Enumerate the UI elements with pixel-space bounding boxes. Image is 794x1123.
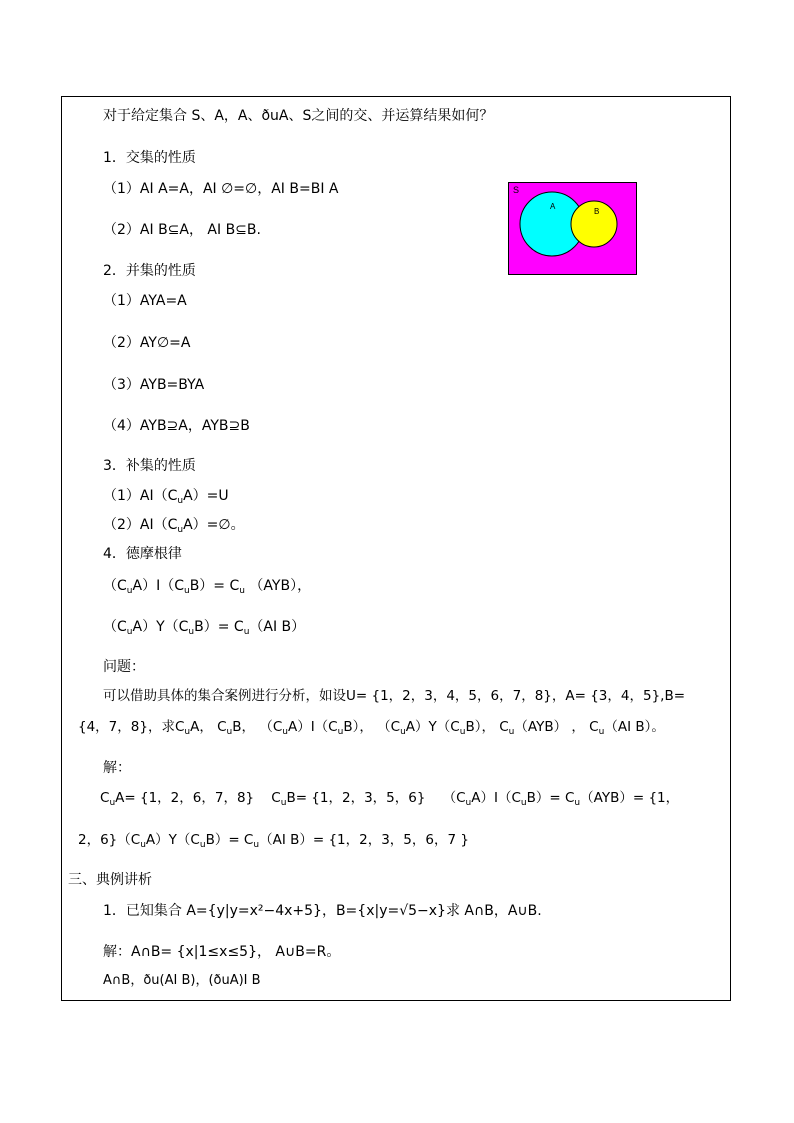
section-examples-title: 三、典例讲析 [68, 872, 152, 888]
section-de-morgan-title: 4．德摩根律 [103, 546, 182, 562]
intersection-property-1: （1）AI A=A，AI ∅=∅，AI B=BI A [103, 181, 339, 197]
solution-heading: 解： [103, 760, 131, 776]
union-property-3: （3）AYB=BYA [103, 377, 205, 393]
solution-line-2: 2，$6\}(C_uA)Y(C_uB)= C_u(AI$ B）= {1，2，3，5，6，7 } [78, 832, 469, 850]
question-line-2: {4，7，8}，求$C_uA$， $C_uB$， $(C_uA)I(C_uB)$， $(C_uA)Y(C_uB)$， $C_u(AYB)$ ， $C_u(AI$ B）。 [78, 719, 665, 737]
example-1-solution: 解：A∩B= {x|1≤x≤5}， A∪B=R。 [103, 944, 341, 960]
venn-diagram [508, 182, 637, 275]
section-union-title: 2．并集的性质 [103, 263, 196, 279]
union-property-4: （4）AYB⊇A，AYB⊇B [103, 418, 250, 434]
question-line-1: 可以借助具体的集合案例进行分析，如设U= {1，2，3，4，5，6，7，8}，A= {3，4，5},B= [103, 688, 686, 704]
union-property-1: （1）AYA=A [103, 293, 187, 309]
solution-line-1: $C_uA= \{1$，2，6，7，8} $C_uB= \{1$，2，3，5，6} $(C_uA)I(C_uB)= C_u(AYB)= \{1$， [100, 790, 680, 808]
venn-label-b: B [594, 207, 600, 216]
intro-question: 对于给定集合 S、A，A、ðuA、S之间的交、并运算结果如何？ [103, 108, 494, 124]
question-heading: 问题： [103, 659, 145, 675]
section-complement-title: 3．补集的性质 [103, 458, 196, 474]
complement-property-2: $(2)AI(C_uA)=\emptyset$。 [103, 517, 245, 535]
example-1-statement: 1．已知集合 A={y|y=x²−4x+5}，B={x|y=√5−x}求 A∩B，A∪B. [103, 903, 542, 919]
venn-label-a: A [550, 202, 556, 211]
example-1-followup: A∩B，ðu(AI B)，(ðuA)I B [103, 973, 261, 988]
union-property-2: （2）AY∅=A [103, 335, 191, 351]
section-intersection-title: 1．交集的性质 [103, 150, 196, 166]
intersection-property-2: （2）AI B⊆A， AI B⊆B. [103, 222, 261, 238]
venn-label-s: S [513, 185, 520, 195]
complement-property-1: $(1)AI(C_uA)=U$ [103, 488, 229, 506]
de-morgan-law-2: $(C_uA)Y(C_uB)= C_u(AI$ B） [103, 619, 306, 637]
de-morgan-law-1: $(C_uA)I(C_uB)= C_u$ （AYB）， [103, 578, 312, 596]
